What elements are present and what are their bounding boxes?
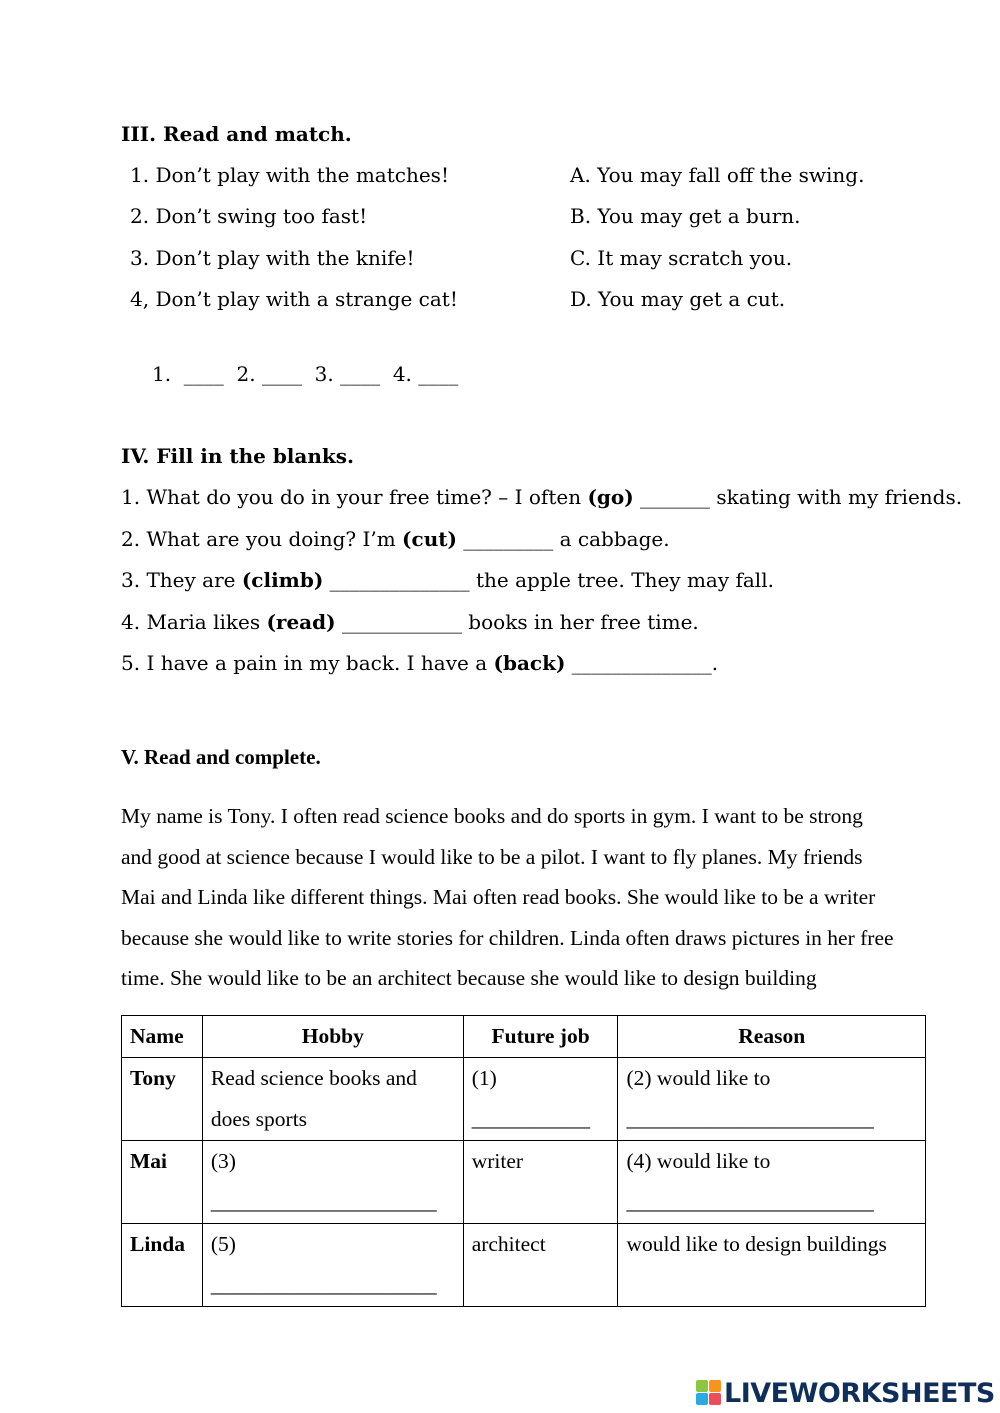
info-table [121, 1015, 926, 1307]
header-name: Name [122, 1016, 203, 1058]
match-right-item: C. It may scratch you. [570, 246, 793, 270]
fill-blank[interactable]: ____________ books in her free time. [335, 610, 699, 634]
section-5-title: V. Read and complete. [121, 745, 321, 769]
cell-name: Mai [122, 1141, 203, 1224]
fill-blank[interactable]: ______________. [565, 651, 719, 675]
table-row [122, 1058, 926, 1141]
table-header-row [122, 1016, 926, 1058]
cell-reason[interactable] [618, 1058, 926, 1141]
cell-line: does sports [210, 1107, 308, 1131]
logo-blocks-icon [696, 1379, 722, 1407]
liveworksheets-logo[interactable] [696, 1376, 995, 1410]
fill-hint: (cut) [402, 527, 457, 551]
fill-item [121, 485, 962, 509]
table-row [122, 1224, 926, 1307]
passage-line: time. She would like to be an architect because she would like to design building [121, 966, 817, 991]
match-right-item: B. You may get a burn. [570, 204, 801, 228]
fill-text: 3. They are [121, 568, 242, 592]
answer-blank[interactable]: _______________________ [626, 1190, 874, 1214]
fill-hint: (climb) [241, 568, 324, 592]
cell-job [463, 1141, 618, 1224]
match-left-item: 1. Don’t play with the matches! [130, 163, 449, 187]
fill-blank[interactable]: _________ a cabbage. [456, 527, 670, 551]
fill-text: 4. Maria likes [121, 610, 267, 634]
logo-text: LIVEWORKSHEETS [724, 1377, 995, 1409]
fill-blank[interactable]: _______ skating with my friends. [633, 485, 963, 509]
section-4-title: IV. Fill in the blanks. [121, 444, 354, 468]
cell-line: would like to design buildings [626, 1232, 887, 1256]
fill-text: 5. I have a pain in my back. I have a [121, 651, 494, 675]
fill-item [121, 527, 670, 551]
fill-text: 2. What are you doing? I’m [121, 527, 403, 551]
cell-name: Tony [122, 1058, 203, 1141]
header-reason: Reason [618, 1016, 926, 1058]
header-future-job: Future job [463, 1016, 618, 1058]
match-right-item: D. You may get a cut. [570, 287, 786, 311]
table-row [122, 1141, 926, 1224]
fill-item [121, 568, 774, 592]
cell-line: (3) [210, 1149, 236, 1173]
fill-hint: (go) [587, 485, 634, 509]
cell-line: (2) would like to [626, 1066, 771, 1090]
cell-job [463, 1224, 618, 1307]
cell-reason[interactable] [618, 1141, 926, 1224]
passage-line: and good at science because I would like to be a pilot. I want to fly planes. My friends [121, 844, 863, 869]
fill-hint: (read) [266, 610, 336, 634]
passage-line: Mai and Linda like different things. Mai often read books. She would like to be a writer [121, 885, 876, 910]
cell-hobby [202, 1058, 463, 1141]
cell-line: Read science books and [210, 1066, 417, 1090]
section-3-title: III. Read and match. [121, 122, 352, 146]
fill-blank[interactable]: ______________ the apple tree. They may fall. [323, 568, 774, 592]
fill-item [121, 610, 699, 634]
answer-blank[interactable]: ___________ [471, 1107, 590, 1131]
match-left-item: 2. Don’t swing too fast! [130, 204, 368, 228]
cell-line: (4) would like to [626, 1149, 771, 1173]
cell-line: (5) [210, 1232, 236, 1256]
fill-item [121, 651, 718, 675]
cell-hobby[interactable] [202, 1141, 463, 1224]
match-left-item: 4, Don’t play with a strange cat! [130, 287, 458, 311]
cell-hobby[interactable] [202, 1224, 463, 1307]
match-left-item: 3. Don’t play with the knife! [130, 246, 415, 270]
cell-name: Linda [122, 1224, 203, 1307]
passage-line: My name is Tony. I often read science books and do sports in gym. I want to be strong [121, 804, 863, 828]
cell-line: writer [471, 1149, 524, 1173]
match-answer-blanks[interactable]: 1. ____ 2. ____ 3. ____ 4. ____ [152, 362, 459, 386]
cell-job[interactable] [463, 1058, 618, 1141]
answer-blank[interactable]: _____________________ [210, 1273, 437, 1297]
cell-line: architect [471, 1232, 546, 1256]
cell-reason [618, 1224, 926, 1307]
fill-text: 1. What do you do in your free time? – I often [121, 485, 588, 509]
answer-blank[interactable]: _____________________ [210, 1190, 437, 1214]
cell-line: (1) [471, 1066, 497, 1090]
answer-blank[interactable]: _______________________ [626, 1107, 874, 1131]
match-right-item: A. You may fall off the swing. [570, 163, 865, 187]
fill-hint: (back) [493, 651, 566, 675]
reading-passage [121, 796, 953, 999]
header-hobby: Hobby [202, 1016, 463, 1058]
passage-line: because she would like to write stories for children. Linda often draws pictures in her free [121, 925, 894, 950]
